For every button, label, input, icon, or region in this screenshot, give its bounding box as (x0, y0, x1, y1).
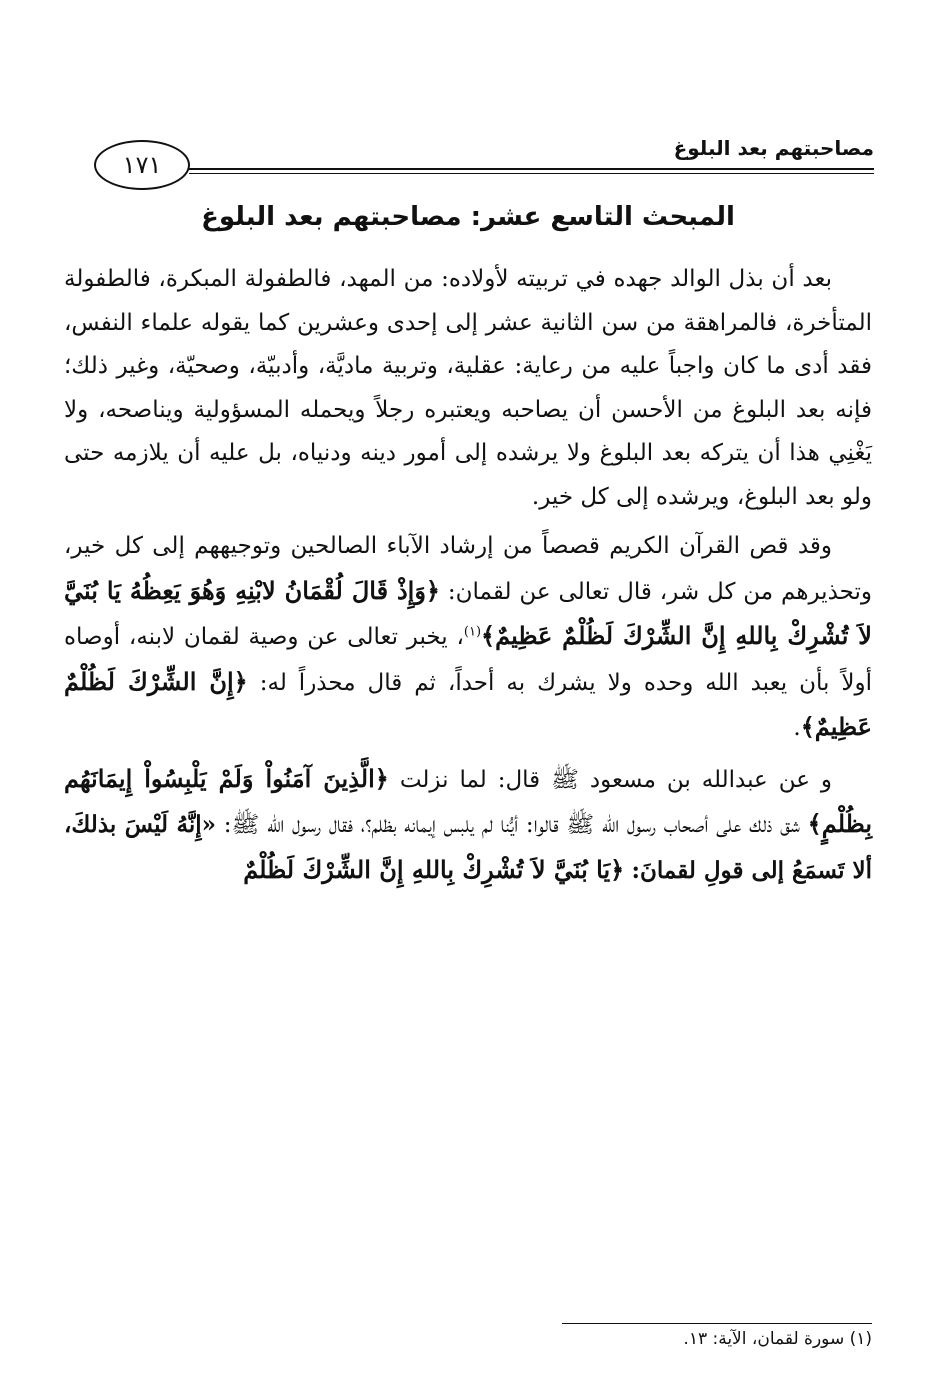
paragraph-2-text-b: ، يخبر تعالى عن وصية لقمان لابنه، أوصاه أولاً بأن يعبد الله وحده ولا يشرك به أحداً، ثم قال محذراً له: (64, 624, 872, 696)
paragraph-3-text-a: و عن عبدالله بن مسعود ﷺ قال: لما نزلت (399, 766, 833, 793)
paragraph-3 (64, 757, 872, 894)
body-text (64, 258, 872, 893)
paragraph-2-end: . (793, 715, 801, 741)
paragraph-1 (64, 258, 872, 519)
header-rule-thin (189, 173, 874, 174)
section-title: المبحث التاسع عشر: مصاحبتهم بعد البلوغ (201, 202, 735, 232)
quran-verse-2: ﴿إِنَّ الشِّرْكَ لَظُلْمٌ عَظِيمٌ﴾ (64, 666, 872, 741)
paragraph-1-text: بعد أن بذل الوالد جهده في تربيته لأولاده: من المهد، فالطفولة المبكرة، فالطفولة المتأخرة، فالمراهقة من سن الثانية عشر إلى إحدى وعشرين كما يقوله علماء النفس، فقد أدى ما كان واجباً عليه من رعاية: عقلية، وتربية ماديَّة، وأدبيّة، وصحيّة، وغير ذلك؛ فإنه بعد البلوغ من الأحسن أن يصاحبه ويعتبره رجلاً ويحمله المسؤولية ويناصحه، ولا يَغْنِي هذا أن يتركه بعد البلوغ ولا يرشده إلى أمور دينه ودنياه، بل عليه أن يلازمه حتى ولو بعد البلوغ، ويرشده إلى كل خير. (64, 266, 872, 510)
paragraph-2-text-a: وقد قص القرآن الكريم قصصاً من إرشاد الآباء الصالحين وتوجيههم إلى كل خير، وتحذيرهم من كل شر، قال تعالى عن لقمان: (64, 533, 872, 605)
running-header (94, 130, 874, 194)
paragraph-3-text-b: شق ذلك على أصحاب رسول الله ﷺ قالوا: أيُّنا لم يلبس إيمانه بظلم؟، فقال رسول الله ﷺ: (223, 812, 800, 838)
quran-verse-4: ﴿يَا بُنَيَّ لاَ تُشْرِكْ بِاللهِ إِنَّ الشِّرْكَ لَظُلْمٌ (243, 854, 625, 884)
quran-verse-1: ﴿وَإِذْ قَالَ لُقْمَانُ لابْنِهِ وَهُوَ يَعِظُهُ يَا بُنَيَّ لاَ تُشْرِكْ بِاللهِ إِنَّ الشِّرْكَ لَظُلْمٌ عَظِيمٌ﴾ (64, 575, 872, 650)
footnote-1: (١) سورة لقمان، الآية: ١٣. (683, 1329, 872, 1349)
footnote-ref-1: (١) (463, 624, 482, 640)
paragraph-2 (64, 525, 872, 751)
header-rule (189, 168, 874, 170)
running-title: مصاحبتهم بعد البلوغ (673, 136, 874, 160)
page-number: ١٧١ (94, 140, 190, 190)
quran-verse-3: ﴿الَّذِينَ آمَنُواْ وَلَمْ يَلْبِسُواْ إِيمَانَهُم بِظُلْمٍ﴾ (64, 763, 873, 838)
hadith-quote: «إِنَّهُ لَيْسَ بذلكَ، ألا تَسمَعُ إلى قولِ لقمانَ: (64, 811, 872, 884)
footnote-rule (562, 1323, 872, 1324)
